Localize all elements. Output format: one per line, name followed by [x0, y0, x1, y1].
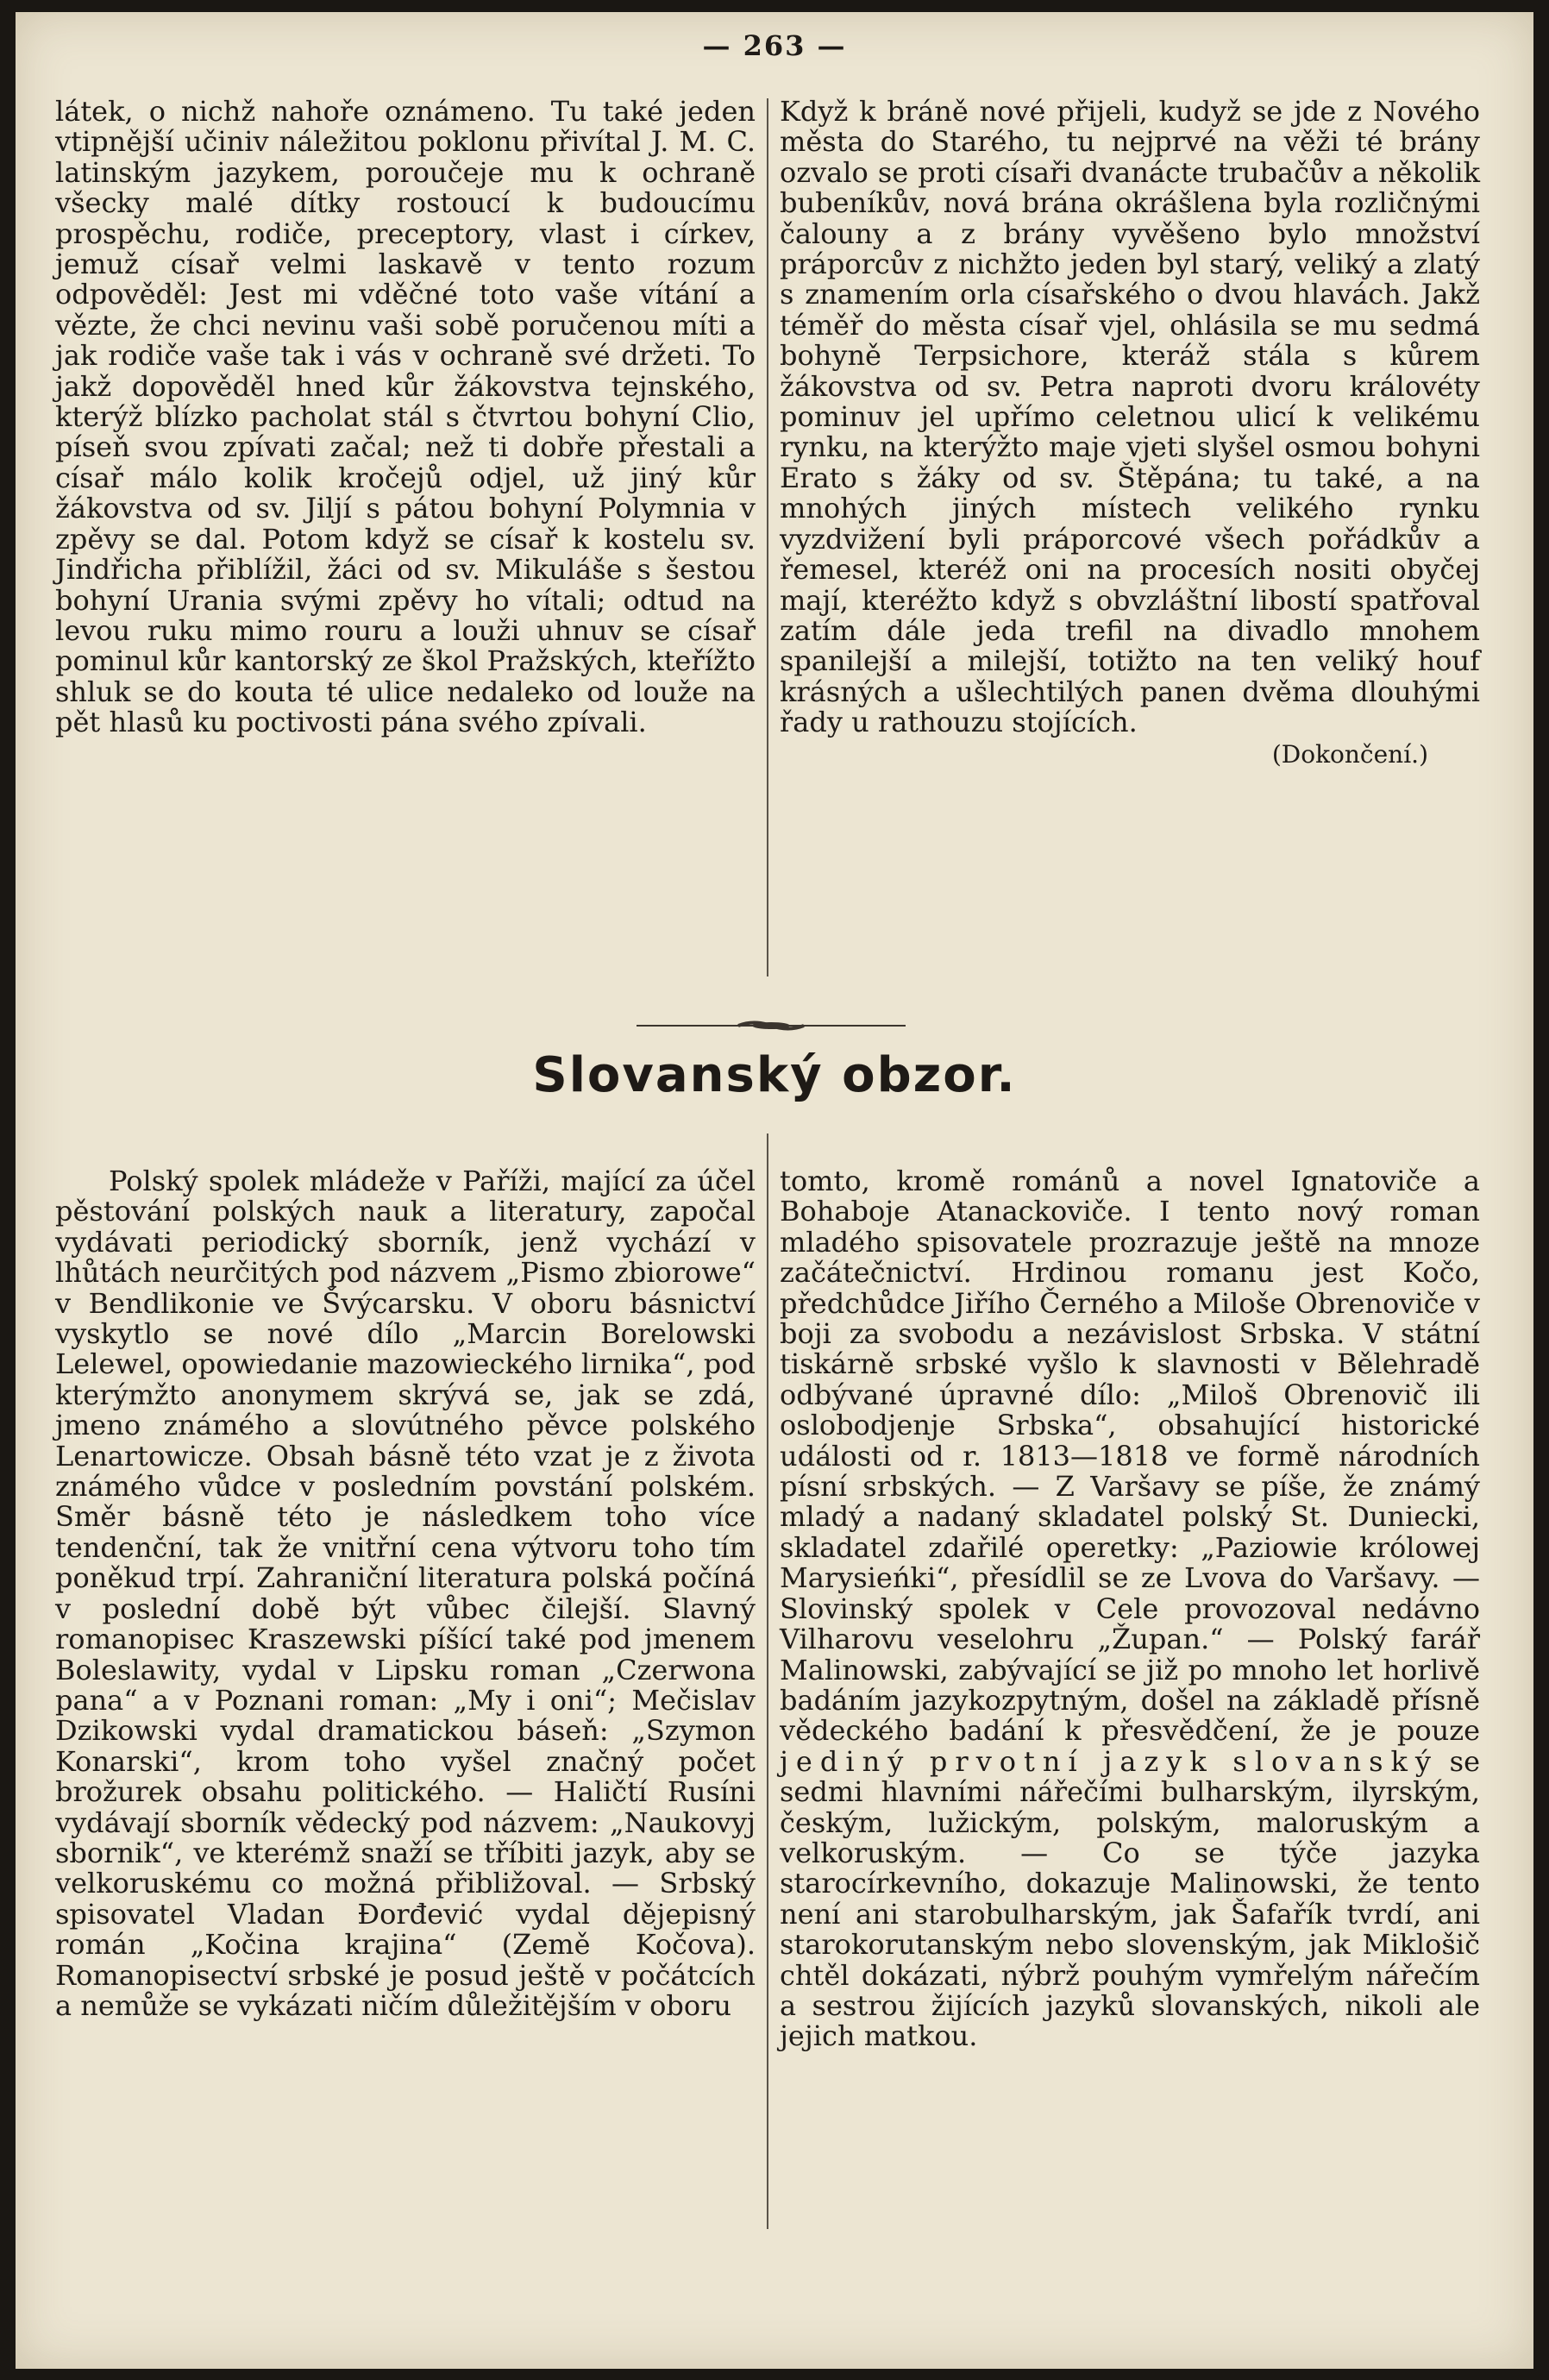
- section-ornament: [637, 1020, 906, 1032]
- newspaper-page: [16, 12, 1533, 2369]
- page-number: — 263 —: [702, 29, 847, 62]
- emphasized-phrase: jediný prvotní jazyk slovanský: [780, 1744, 1439, 1778]
- bottom-left-column: [55, 1166, 756, 2021]
- top-right-text: Když k bráně nové přijeli, kudyž se jde z Nového města do Starého, tu nejprvé na věži té brány ozvalo se proti císaři dvanácte trubačův a několik bubeníkův, nová brána okrášlena byla rozličnými čalouny a z brány vyvěšeno bylo množství práporcův z nichžto jeden byl starý, veliký a zlatý s znamením orla císařského o dvou hlavách. Jakž téměř do města císař vjel, ohlásila se mu sedmá bohyně Terpsichore, kteráž stála s kůrem žákovstva od sv. Petra naproti dvoru královéty pominuv jel upřímo celetnou ulicí k velikému rynku, na kterýžto maje vjeti slyšel osmou bohyni Erato s žáky od sv. Štěpána; tu také, a na mnohých jiných místech velikého rynku vyzdvižení byli práporcové všech pořádkův a řemesel, kteréž oni na procesích nositi obyčej mají, kteréžto když s obvzláštní libostí spatřoval zatím dále jeda trefil na divadlo mnohem spanilejší a milejší, totižto na ten veliký houf krásných a ušlechtilých panen dvěma dlouhými řady u rathouzu stojících.: [780, 95, 1480, 739]
- top-left-column: [55, 97, 756, 738]
- top-left-text: látek, o nichž nahoře oznámeno. Tu také jeden vtipnější učiniv náležitou poklonu přivítal J. M. C. latinským jazykem, poroučeje mu k ochraně všecky malé dítky rostoucí k budoucímu prospěchu, rodiče, preceptory, vlast i církev, jemuž císař velmi laskavě v tento rozum odpověděl: Jest mi vděčné toto vaše vítání a vězte, že chci nevinu vaši sobě poručenou míti a jak rodiče vaše tak i vás v ochraně své držeti. To jakž dopověděl hned kůr žákovstva tejnského, kterýž blízko pacholat stál s čtvrtou bohyní Clio, píseň svou zpívati začal; než ti dobře přestali a císař málo kolik kročejů odjel, už jiný kůr žákovstva od sv. Jiljí s pátou bohyní Polymnia v zpěvy se dal. Potom když se císař k kostelu sv. Jindřicha přiblížil, žáci od sv. Mikuláše s šestou bohyní Urania svými zpěvy ho vítali; odtud na levou ruku mimo rouru a louži uhnuv se císař pominul kůr kantorský ze škol Pražských, kteřížto shluk se do kouta té ulice nedaleko od louže na pět hlasů ku poctivosti pána svého zpívali.: [55, 95, 756, 739]
- bottom-right-text-b: se sedmi hlavními nářečími bulharským, ilyrským, českým, lužickým, polským, maloruským a velkoruským. — Co se týče jazyka starocírkevního, dokazuje Malinowski, že tento není ani starobulharským, jak Šafařík tvrdí, ani starokorutanským nebo slovenským, jak Miklošič chtěl dokázati, nýbrž pouhým vymřelým nářečím a sestrou žijících jazyků slovanských, nikoli ale jejich matkou.: [780, 1744, 1481, 2053]
- column-divider-bottom: [767, 1133, 768, 2229]
- bottom-left-text: Polský spolek mládeže v Paříži, mající za účel pěstování polských nauk a literatury, započal vydávati periodický sborník, jenž vychází v lhůtách neurčitých pod názvem „Pismo zbiorowe“ v Bendlikonie ve Švýcarsku. V oboru básnictví vyskytlo se nové dílo „Marcin Borelowski Lelewel, opowiedanie mazowieckého lirnika“, pod kterýmžto anonymem skrývá se, jak se zdá, jmeno známého a slovútného pěvce polského Lenartowicze. Obsah básně této vzat je z života známého vůdce v posledním povstání polském. Směr básně této je následkem toho více tendenční, tak že vnitřní cena výtvoru toho tím poněkud trpí. Zahraniční literatura polská počíná v poslední době být vůbec čilejší. Slavný romanopisec Kraszewski píšící také pod jmenem Boleslawity, vydal v Lipsku roman „Czerwona pana“ a v Poznani roman: „My i oni“; Mečislav Dzikowski vydal dramatickou báseň: „Szymon Konarski“, krom toho vyšel značný počet brožurek obsahu politického. — Haličtí Rusíni vydávají sborník vědecký pod názvem: „Naukovyj sbornik“, ve kterémž snaží se tříbiti jazyk, aby se velkoruskému co možná přibližoval. — Srbský spisovatel Vladan Đorđević vydal dějepisný román „Kočina krajina“ (Země Kočova). Romanopisectví srbské je posud ještě v počátcích a nemůže se vykázati ničím důležitějším v oboru: [55, 1165, 756, 2022]
- bottom-right-text-a: tomto, kromě románů a novel Ignatoviče a Bohaboje Atanackoviče. I tento nový roman mladého spisovatele prozrazuje ještě na mnoze začátečnictví. Hrdinou romanu jest Kočo, předchůdce Jiřího Černého a Miloše Obrenoviče v boji za svobodu a nezávislost Srbska. V státní tiskárně srbské vyšlo k slavnosti v Bělehradě odbývané úpravné dílo: „Miloš Obrenovič ili oslobodjenje Srbska“, obsahující historické události od r. 1813—1818 ve formě národních písní srbských. — Z Varšavy se píše, že známý mladý a nadaný skladatel polský St. Duniecki, skladatel zdařilé operetky: „Paziowie królowej Marysieńki“, přesídlil se ze Lvova do Varšavy. — Slovinský spolek v Cele provozoval nedávno Vilharovu veselohru „Župan.“ — Polský farář Malinowski, zabývající se již po mnoho let horlivě badáním jazykozpytným, došel na základě přísně vědeckého badání k přesvědčení, že je pouze: [780, 1165, 1480, 1748]
- bottom-right-text: [780, 1166, 1480, 2052]
- column-divider-top: [767, 98, 768, 976]
- bottom-right-column: [780, 1166, 1480, 2052]
- top-right-column: [780, 97, 1480, 769]
- closing-note: (Dokončení.): [1271, 739, 1428, 769]
- section-heading: Slovanský obzor.: [532, 1047, 1017, 1103]
